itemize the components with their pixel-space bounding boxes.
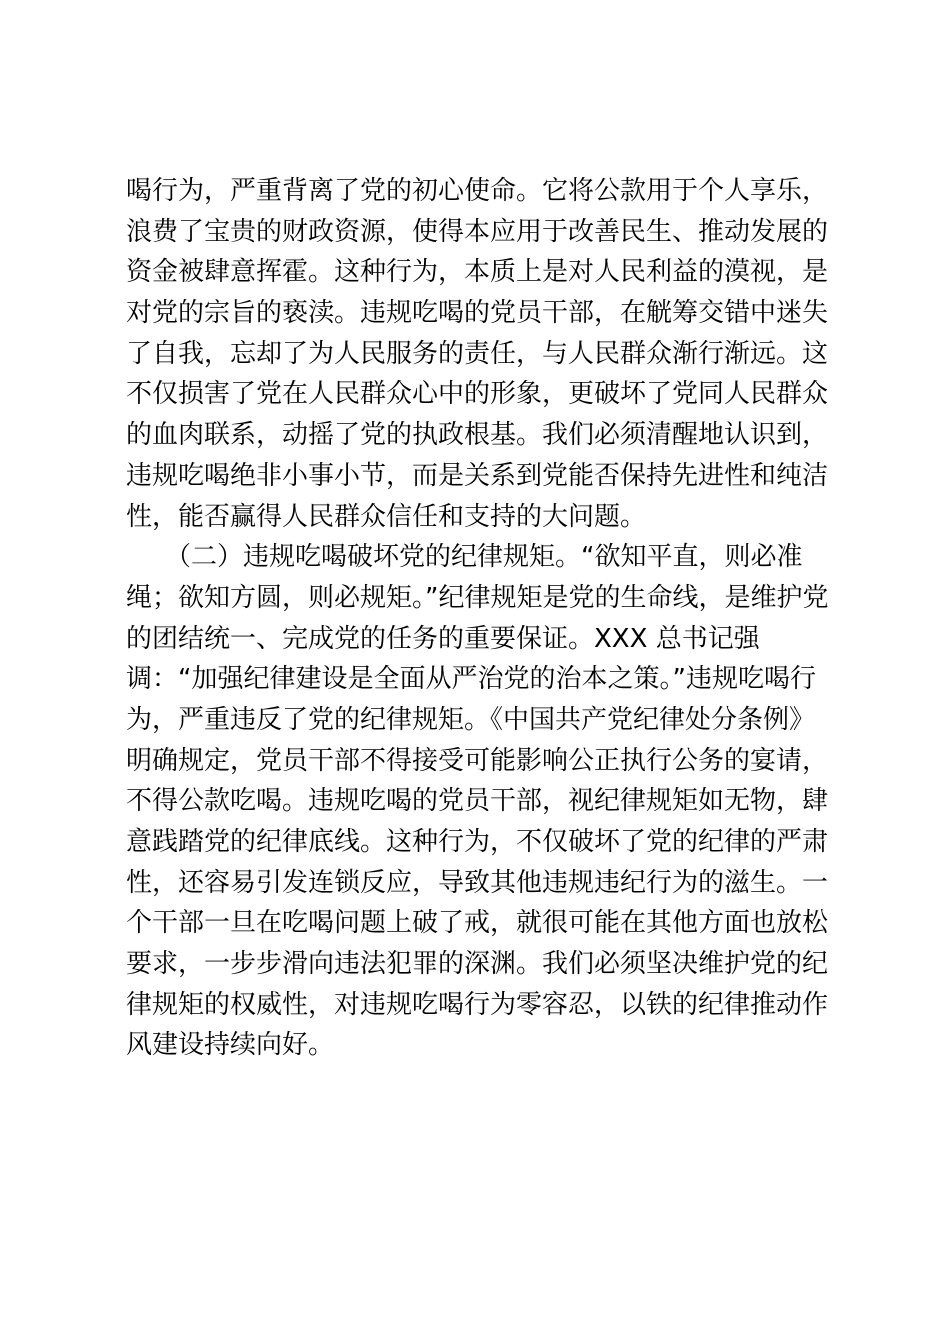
text-line: 明确规定，党员干部不得接受可能影响公正执行公务的宴请，: [126, 745, 829, 776]
text-line: 意践踏党的纪律底线。这种行为，不仅破坏了党的纪律的严肃: [126, 827, 829, 857]
text-line: 个干部一旦在吃喝问题上破了戒，就很可能在其他方面也放松: [126, 908, 829, 939]
text-line: 为，严重违反了党的纪律规矩。《中国共产党纪律处分条例》: [126, 704, 816, 735]
text-line: 喝行为，严重背离了党的初心使命。它将公款用于个人享乐，: [126, 176, 829, 206]
text-line: 的团结统一、完成党的任务的重要保证。XXX 总书记强: [126, 623, 760, 654]
text-line: 要求，一步步滑向违法犯罪的深渊。我们必须坚决维护党的纪: [126, 949, 829, 980]
text-line: 性，还容易引发连锁反应，导致其他违规违纪行为的滋生。一: [126, 867, 829, 898]
text-line: 调：“加强纪律建设是全面从严治党的治本之策。”违规吃喝行: [126, 664, 816, 695]
text-line: 违规吃喝绝非小事小节，而是关系到党能否保持先进性和纯洁: [126, 460, 829, 491]
text-line: 资金被肆意挥霍。这种行为，本质上是对人民利益的漠视，是: [126, 257, 829, 288]
section-heading-line: （二）违规吃喝破坏党的纪律规矩。“欲知平直，则必准: [126, 542, 803, 573]
text-line: 不仅损害了党在人民群众心中的形象，更破坏了党同人民群众: [126, 379, 829, 410]
body-text: [126, 171, 829, 1066]
text-line: 了自我，忘却了为人民服务的责任，与人民群众渐行渐远。这: [126, 338, 829, 369]
text-line: 性，能否赢得人民群众信任和支持的大问题。: [126, 501, 647, 532]
text-line: 律规矩的权威性，对违规吃喝行为零容忍，以铁的纪律推动作: [126, 989, 829, 1020]
text-line: 绳；欲知方圆，则必规矩。”纪律规矩是党的生命线，是维护党: [126, 582, 829, 613]
text-line: 风建设持续向好。: [126, 1030, 335, 1061]
text-line: 浪费了宝贵的财政资源，使得本应用于改善民生、推动发展的: [126, 216, 829, 247]
text-line: 的血肉联系，动摇了党的执政根基。我们必须清醒地认识到，: [126, 420, 829, 451]
text-line: 对党的宗旨的亵渎。违规吃喝的党员干部，在觥筹交错中迷失: [126, 298, 829, 329]
text-line: 不得公款吃喝。违规吃喝的党员干部，视纪律规矩如无物，肆: [126, 786, 829, 817]
